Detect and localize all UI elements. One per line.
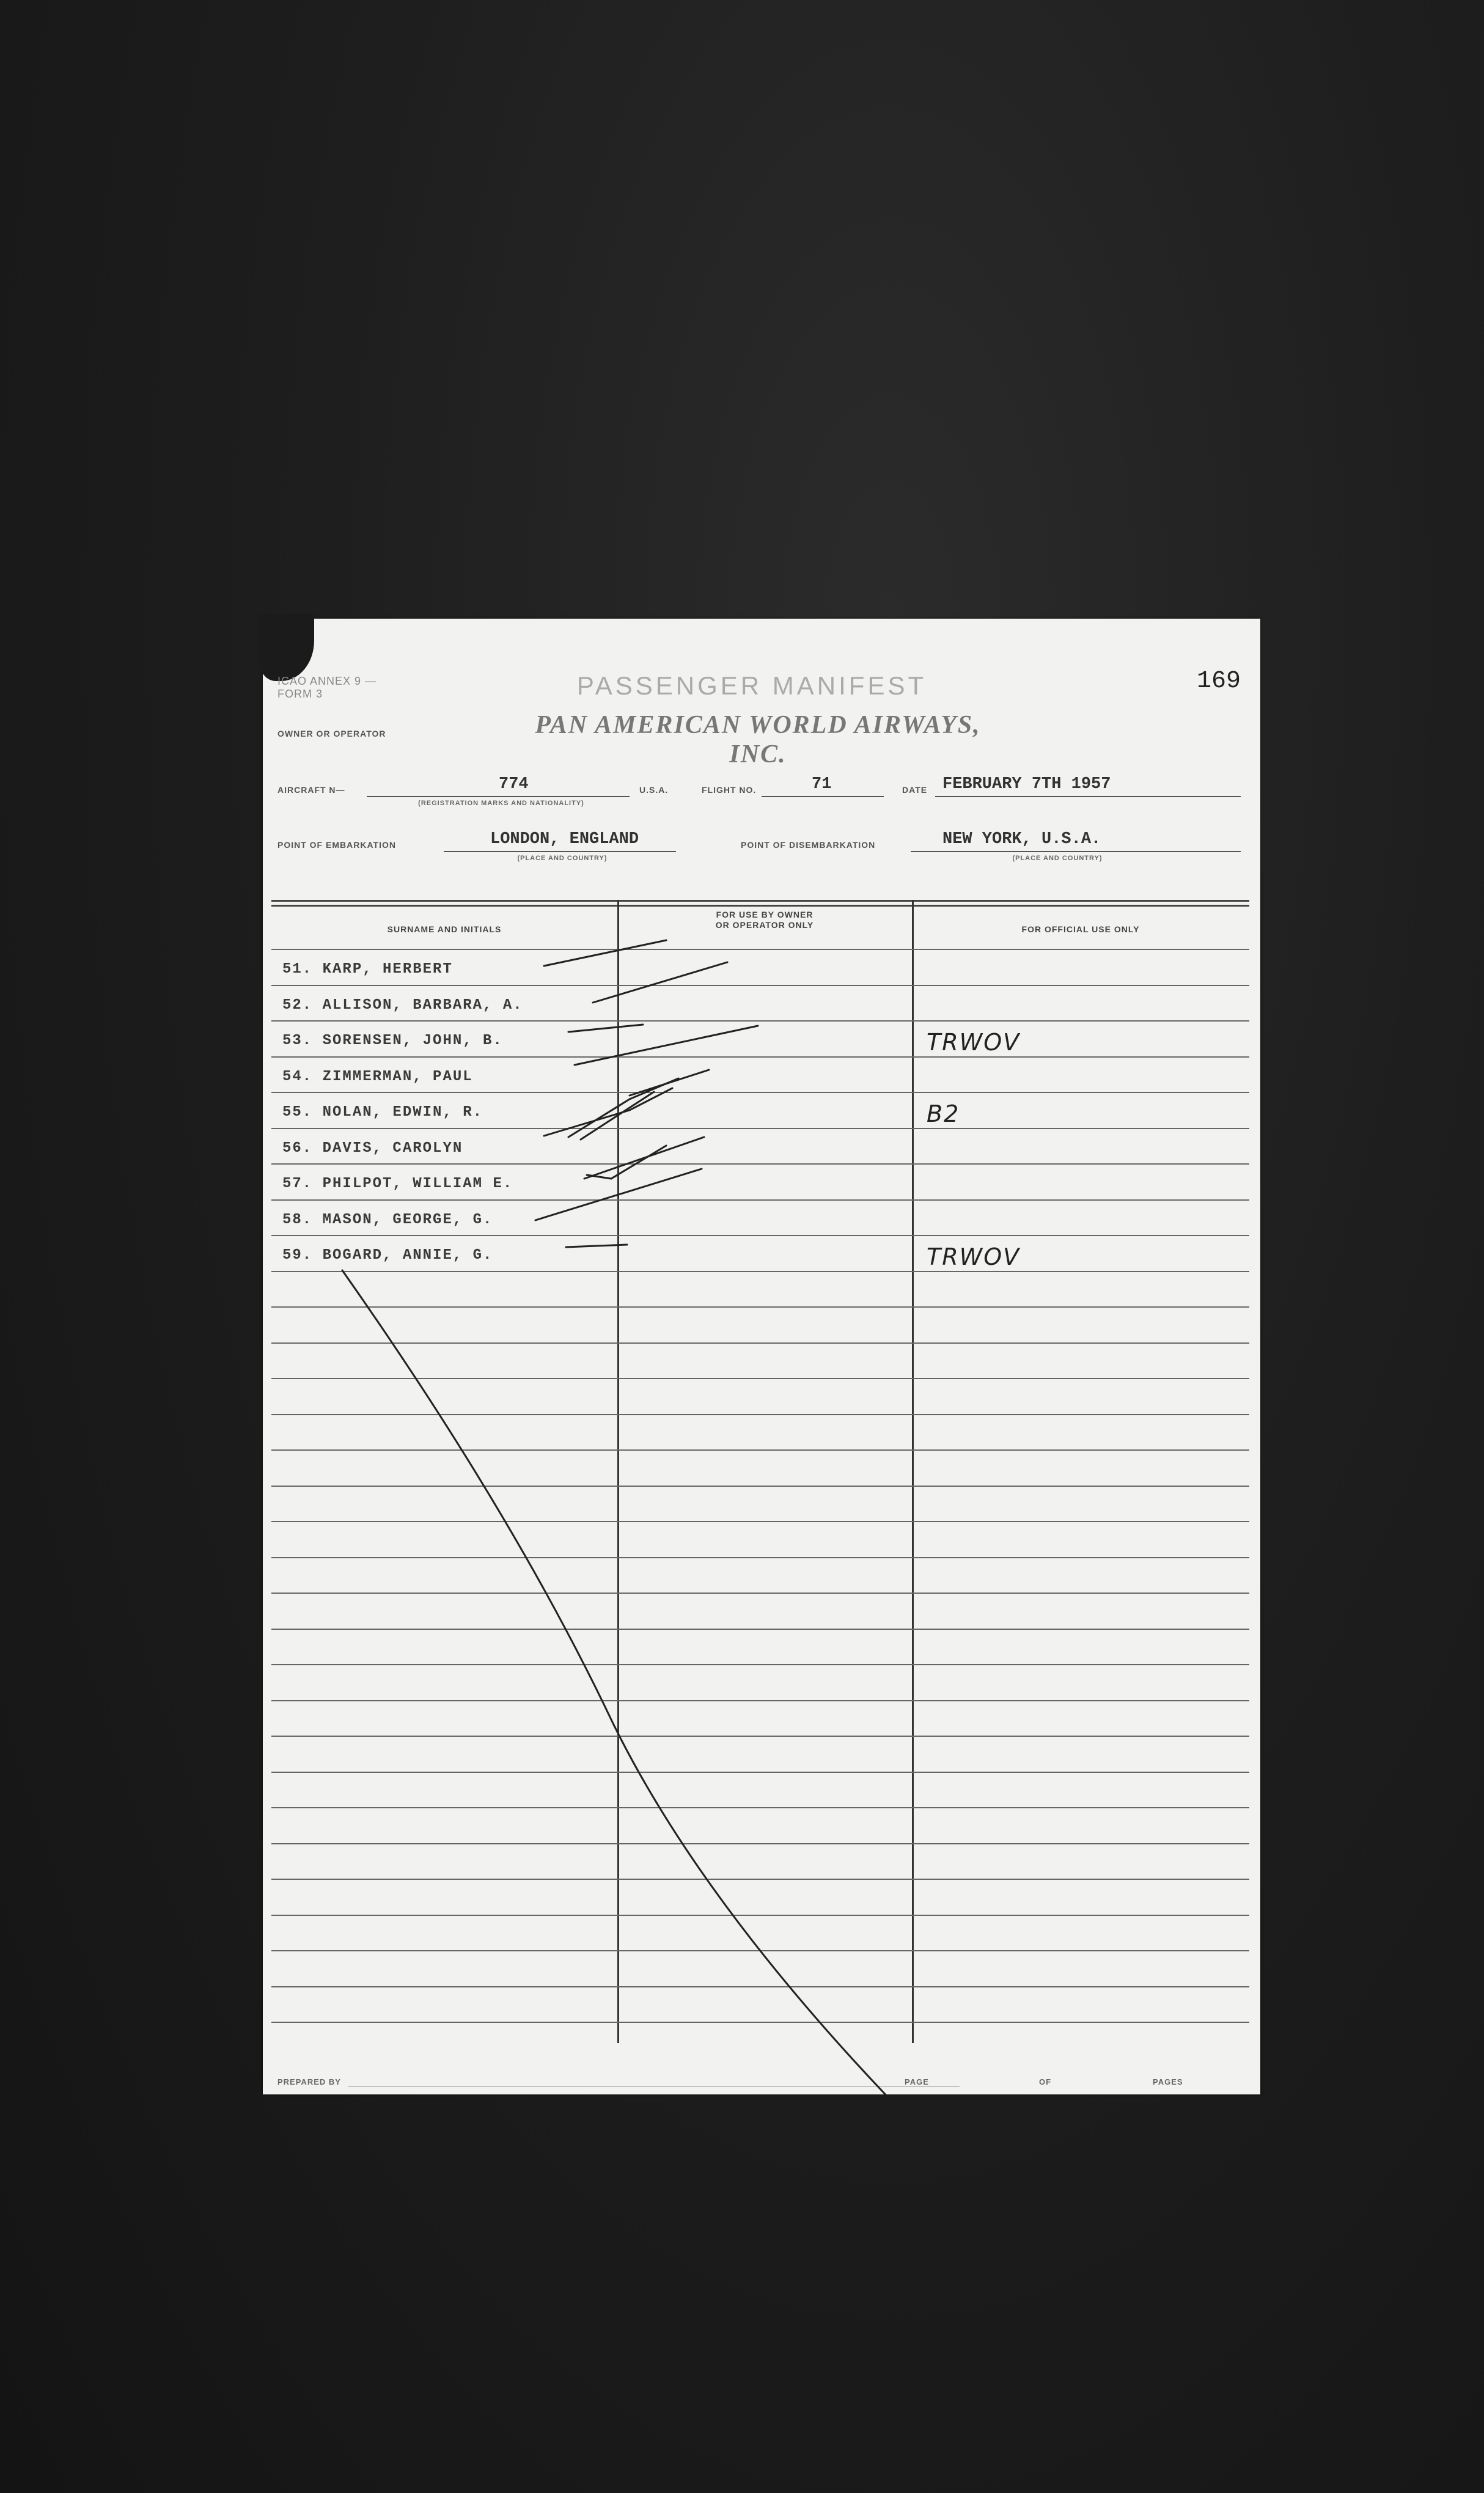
passenger-entry: 57. PHILPOT, WILLIAM E.	[282, 1176, 513, 1192]
disembarkation-note: (PLACE AND COUNTRY)	[1012, 855, 1103, 862]
table-row	[271, 1199, 1249, 1201]
table-row	[271, 1378, 1249, 1379]
passenger-entry: 53. SORENSEN, JOHN, B.	[282, 1033, 503, 1049]
table-row	[271, 1950, 1249, 1951]
table-row	[271, 1736, 1249, 1737]
table-row	[271, 1557, 1249, 1558]
table-row	[271, 1163, 1249, 1165]
table-row	[271, 1807, 1249, 1808]
header-official: FOR OFFICIAL USE ONLY	[1021, 924, 1140, 934]
aircraft-label: AIRCRAFT N—	[277, 785, 345, 795]
passenger-entry: 52. ALLISON, BARBARA, A.	[282, 997, 523, 1014]
column-divider-1	[617, 900, 619, 2043]
table-row	[271, 1593, 1249, 1594]
passenger-entry: 54. ZIMMERMAN, PAUL	[282, 1069, 473, 1085]
flight-rule	[762, 796, 884, 797]
page-number: 169	[1196, 668, 1241, 695]
disembarkation-place: NEW YORK, U.S.A.	[942, 830, 1101, 849]
table-row	[271, 1128, 1249, 1129]
disembarkation-rule	[911, 851, 1241, 852]
embarkation-label: POINT OF EMBARKATION	[277, 840, 396, 850]
passenger-entry: 59. BOGARD, ANNIE, G.	[282, 1247, 493, 1264]
prepared-by-label: PREPARED BY	[277, 2077, 341, 2086]
passenger-table	[271, 900, 1249, 2043]
table-row	[271, 1664, 1249, 1665]
date-rule	[935, 796, 1241, 797]
flight-date: FEBRUARY 7TH 1957	[942, 775, 1111, 794]
table-row	[271, 1521, 1249, 1522]
table-top-rule-2	[271, 905, 1249, 907]
header-surname: SURNAME AND INITIALS	[387, 924, 502, 934]
passenger-entry: 55. NOLAN, EDWIN, R.	[282, 1104, 483, 1121]
aircraft-number: 774	[499, 775, 529, 794]
column-divider-2	[912, 900, 914, 2043]
table-row	[271, 985, 1249, 986]
table-row	[271, 1629, 1249, 1630]
table-row	[271, 1235, 1249, 1236]
manifest-sheet	[263, 619, 1260, 2094]
table-row	[271, 1414, 1249, 1415]
table-top-rule	[271, 900, 1249, 902]
owner-label: OWNER OR OPERATOR	[277, 729, 386, 738]
table-row	[271, 1879, 1249, 1880]
header-owner: FOR USE BY OWNER OR OPERATOR ONLY	[715, 910, 814, 930]
table-row	[271, 1306, 1249, 1308]
table-row	[271, 1020, 1249, 1022]
table-row	[271, 1449, 1249, 1451]
of-label: OF	[1039, 2077, 1052, 2086]
torn-corner	[259, 614, 314, 681]
nationality: U.S.A.	[639, 785, 669, 795]
page-title: PASSENGER MANIFEST	[576, 671, 927, 700]
operator-name: PAN AMERICAN WORLD AIRWAYS, INC.	[535, 711, 981, 768]
flight-label: FLIGHT NO.	[702, 785, 757, 795]
aircraft-rule	[367, 796, 630, 797]
registration-note: (REGISTRATION MARKS AND NATIONALITY)	[418, 800, 584, 807]
table-row	[271, 1342, 1249, 1344]
embarkation-rule	[444, 851, 676, 852]
pages-label: PAGES	[1153, 2077, 1183, 2086]
table-row	[271, 1092, 1249, 1093]
page-label: PAGE	[905, 2077, 929, 2086]
table-row	[271, 2022, 1249, 2023]
table-row	[271, 1486, 1249, 1487]
flight-number: 71	[812, 775, 832, 794]
official-note: B2	[927, 1100, 960, 1127]
form-code: ICAO ANNEX 9 — FORM 3	[277, 675, 377, 700]
official-note: TRWOV	[927, 1029, 1021, 1056]
table-row	[271, 949, 1249, 950]
passenger-entry: 51. KARP, HERBERT	[282, 961, 453, 978]
table-row	[271, 1915, 1249, 1916]
table-row	[271, 1700, 1249, 1701]
embarkation-place: LONDON, ENGLAND	[490, 830, 639, 849]
date-label: DATE	[902, 785, 928, 795]
table-row	[271, 1772, 1249, 1773]
embarkation-note: (PLACE AND COUNTRY)	[517, 855, 608, 862]
official-note: TRWOV	[927, 1243, 1021, 1270]
table-row	[271, 1271, 1249, 1272]
passenger-entry: 56. DAVIS, CAROLYN	[282, 1140, 463, 1157]
table-row	[271, 1843, 1249, 1844]
table-row	[271, 1986, 1249, 1987]
disembarkation-label: POINT OF DISEMBARKATION	[741, 840, 876, 850]
table-row	[271, 1056, 1249, 1058]
passenger-entry: 58. MASON, GEORGE, G.	[282, 1212, 493, 1228]
